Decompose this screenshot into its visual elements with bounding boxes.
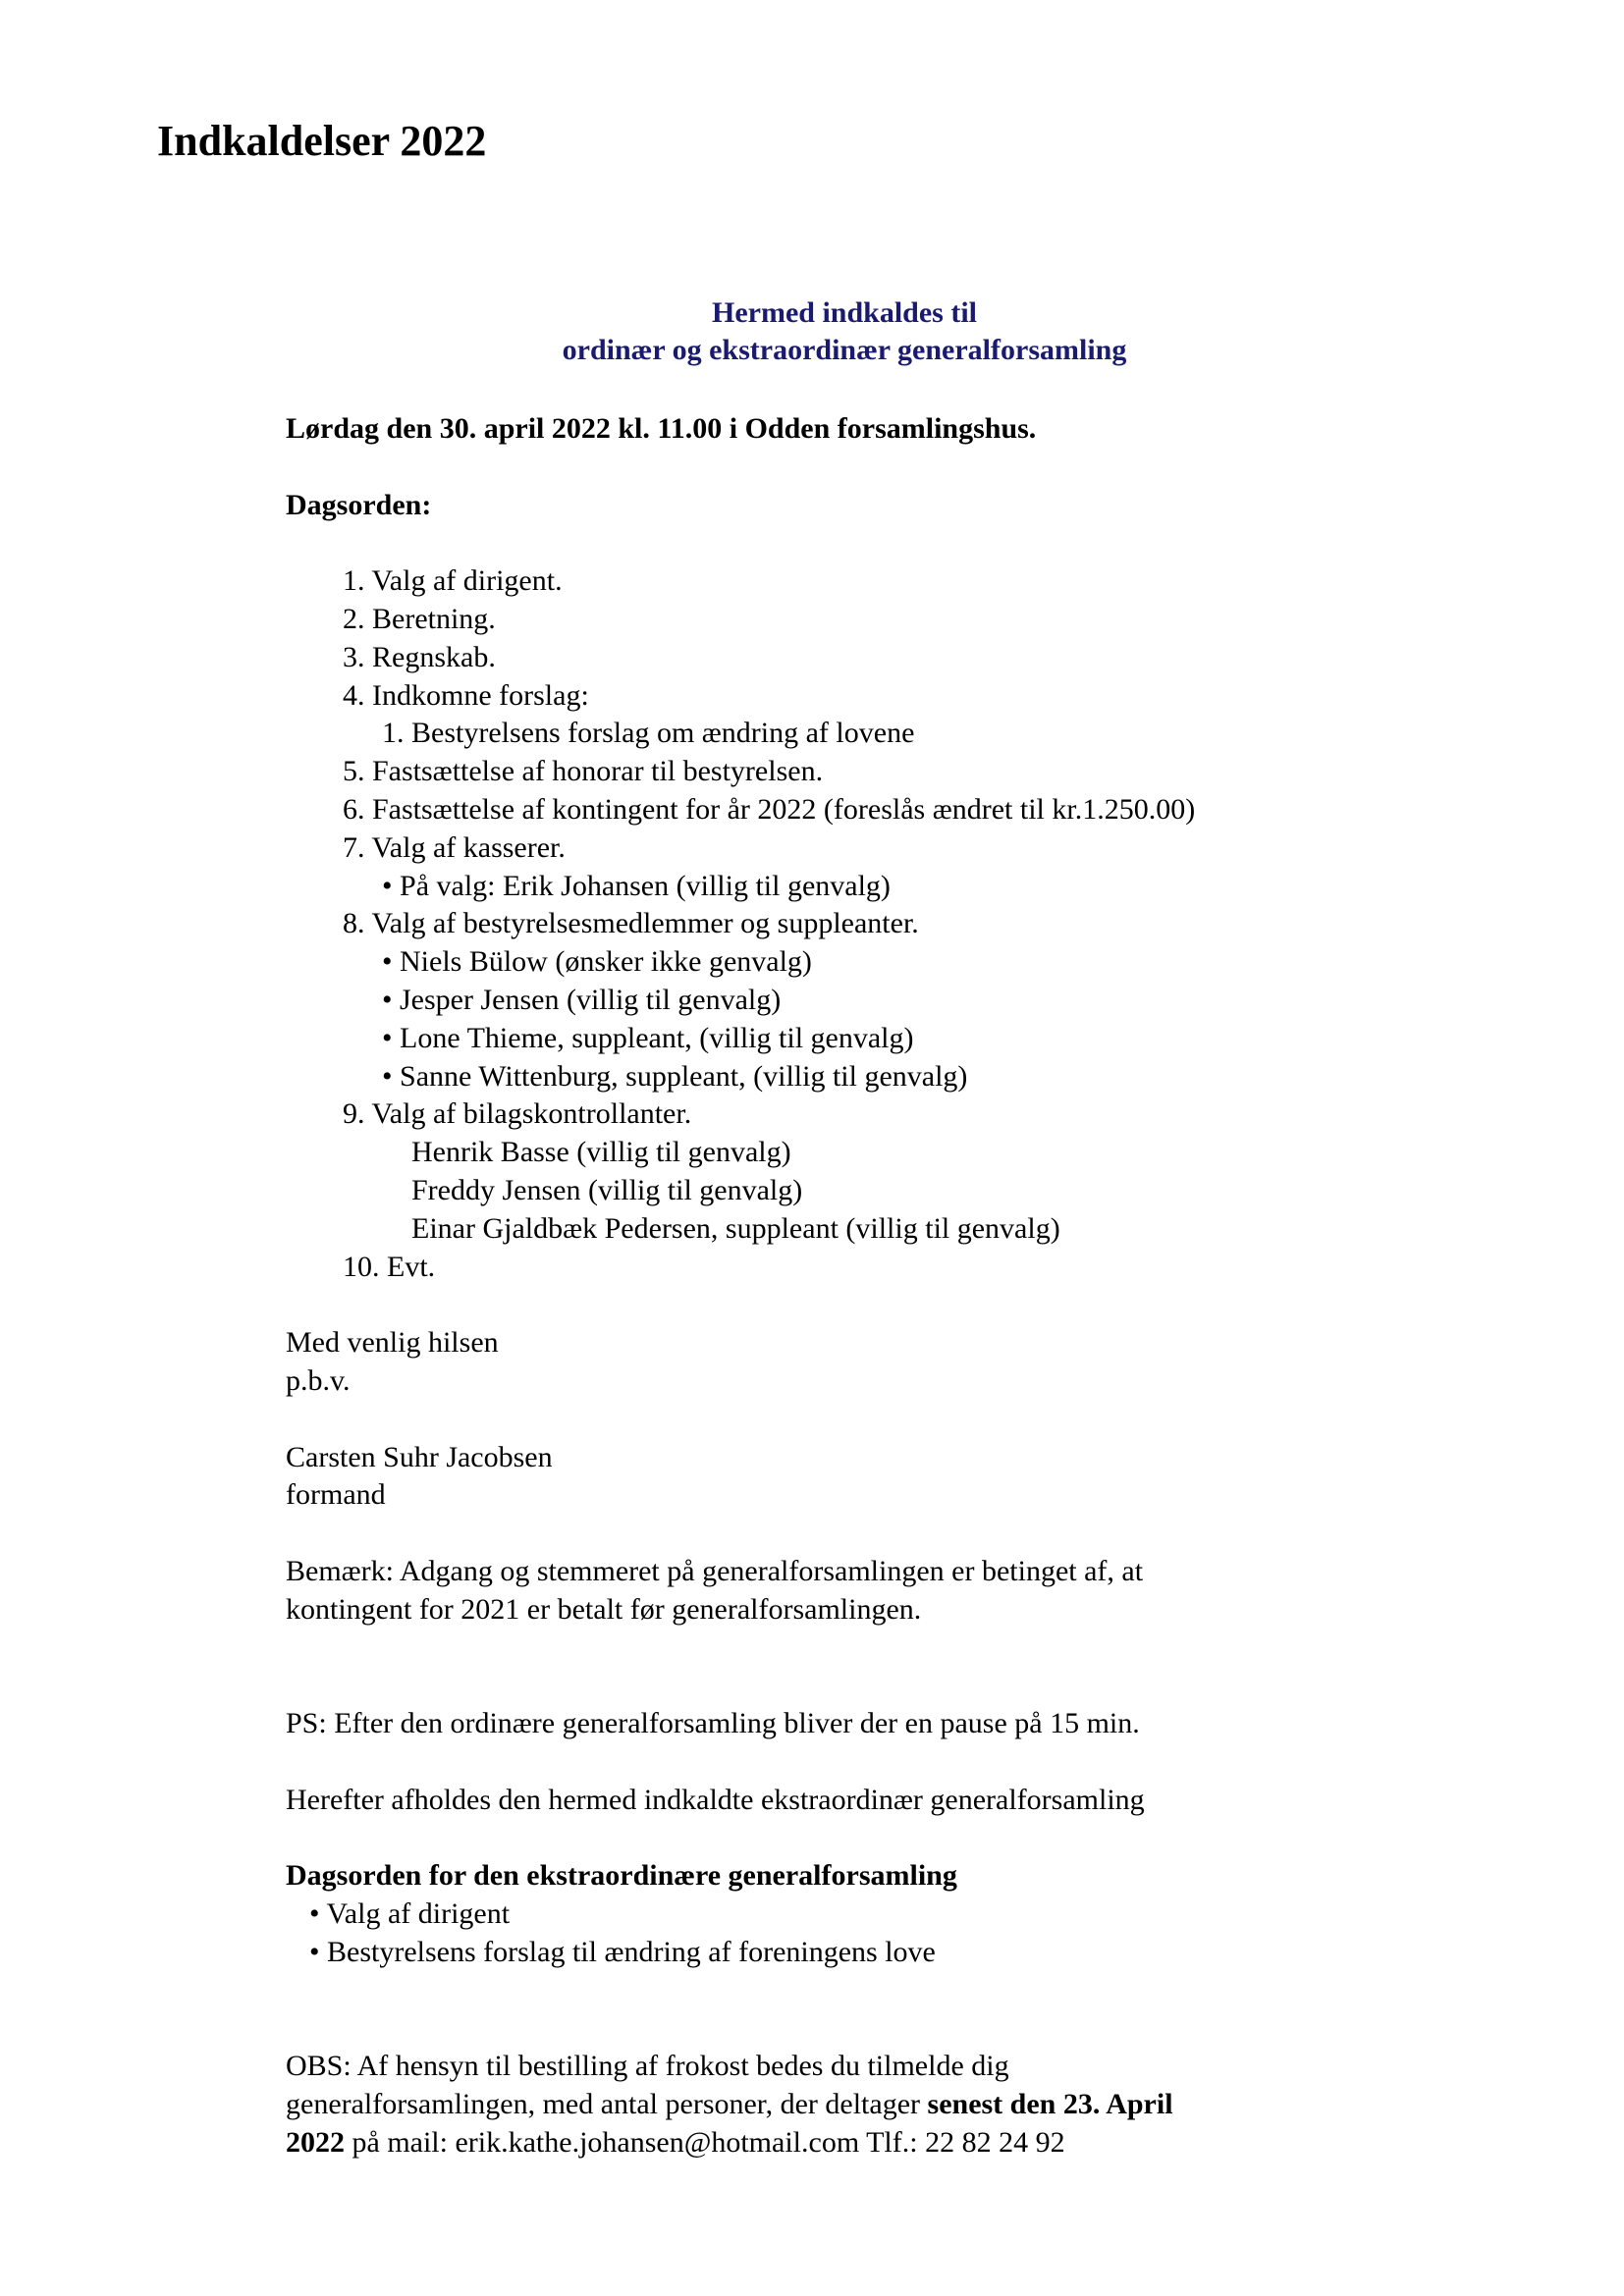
ps-note: PS: Efter den ordinære generalforsamling bliver der en pause på 15 min. bbox=[286, 1707, 1140, 1740]
signer-role: formand bbox=[286, 1478, 386, 1512]
agenda-subitem: Einar Gjaldbæk Pedersen, suppleant (villig til genvalg) bbox=[411, 1211, 1060, 1245]
agenda-list bbox=[286, 562, 1464, 1286]
agenda-item: 4. Indkomne forslag: bbox=[343, 678, 589, 712]
agenda-item: 9. Valg af bilagskontrollanter. bbox=[343, 1097, 692, 1131]
agenda-subitem: • Lone Thieme, suppleant, (villig til genvalg) bbox=[382, 1021, 914, 1054]
extra-agenda-heading: Dagsorden for den ekstraordinære generalforsamling bbox=[286, 1859, 957, 1893]
agenda-item: 7. Valg af kasserer. bbox=[343, 830, 566, 864]
subtitle-line-1: Hermed indkaldes til bbox=[711, 296, 977, 329]
obs-deadline-year: 2022 bbox=[286, 2125, 345, 2159]
agenda-subitem: Henrik Basse (villig til genvalg) bbox=[411, 1136, 791, 1169]
hereafter-note: Herefter afholdes den hermed indkaldte ekstraordinær generalforsamling bbox=[286, 1783, 1145, 1816]
agenda-subitem: • Jesper Jensen (villig til genvalg) bbox=[382, 983, 782, 1016]
on-behalf-of: p.b.v. bbox=[286, 1363, 351, 1397]
agenda-item: 6. Fastsættelse af kontingent for år 2022 (foreslås ændret til kr.1.250.00) bbox=[343, 792, 1196, 826]
extra-agenda-item: • Bestyrelsens forslag til ændring af foreningens love bbox=[309, 1935, 936, 1968]
agenda-item: 2. Beretning. bbox=[343, 602, 496, 635]
obs-line: OBS: Af hensyn til bestilling af frokost bedes du tilmelde dig bbox=[286, 2050, 1009, 2083]
agenda-subitem: • Niels Bülow (ønsker ikke genvalg) bbox=[382, 945, 812, 979]
agenda-subitem: • På valg: Erik Johansen (villig til genvalg) bbox=[382, 869, 891, 902]
subtitle-line-2: ordinær og ekstraordinær generalforsamling bbox=[562, 334, 1127, 366]
note-line: Bemærk: Adgang og stemmeret på generalforsamlingen er betinget af, at bbox=[286, 1554, 1144, 1587]
agenda-item: 3. Regnskab. bbox=[343, 640, 496, 673]
agenda-heading: Dagsorden: bbox=[286, 488, 432, 521]
agenda-item: 10. Evt. bbox=[343, 1250, 436, 1283]
extra-agenda-item: • Valg af dirigent bbox=[309, 1897, 511, 1931]
invitation-subtitle bbox=[0, 294, 1624, 369]
meeting-date-line: Lørdag den 30. april 2022 kl. 11.00 i Odden forsamlingshus. bbox=[286, 412, 1037, 445]
signer-name: Carsten Suhr Jacobsen bbox=[286, 1440, 553, 1473]
agenda-subitem: 1. Bestyrelsens forslag om ændring af lovene bbox=[382, 717, 915, 750]
document-body bbox=[286, 410, 1464, 2163]
agenda-item: 1. Valg af dirigent. bbox=[343, 564, 563, 598]
obs-line bbox=[286, 2086, 1464, 2124]
agenda-subitem: Freddy Jensen (villig til genvalg) bbox=[411, 1173, 803, 1206]
agenda-item: 5. Fastsættelse af honorar til bestyrelsen. bbox=[343, 755, 824, 788]
page-title: Indkaldelser 2022 bbox=[157, 117, 487, 165]
obs-deadline: senest den 23. April bbox=[927, 2088, 1173, 2121]
note-line: kontingent for 2021 er betalt før generalforsamlingen. bbox=[286, 1592, 922, 1626]
obs-line bbox=[286, 2124, 1464, 2163]
greeting: Med venlig hilsen bbox=[286, 1326, 499, 1360]
agenda-subitem: • Sanne Wittenburg, suppleant, (villig til genvalg) bbox=[382, 1059, 968, 1093]
obs-text: generalforsamlingen, med antal personer, der deltager bbox=[286, 2088, 928, 2121]
agenda-item: 8. Valg af bestyrelsesmedlemmer og suppleanter. bbox=[343, 907, 919, 940]
obs-contact: på mail: erik.kathe.johansen@hotmail.com Tlf.: 22 82 24 92 bbox=[345, 2125, 1065, 2159]
